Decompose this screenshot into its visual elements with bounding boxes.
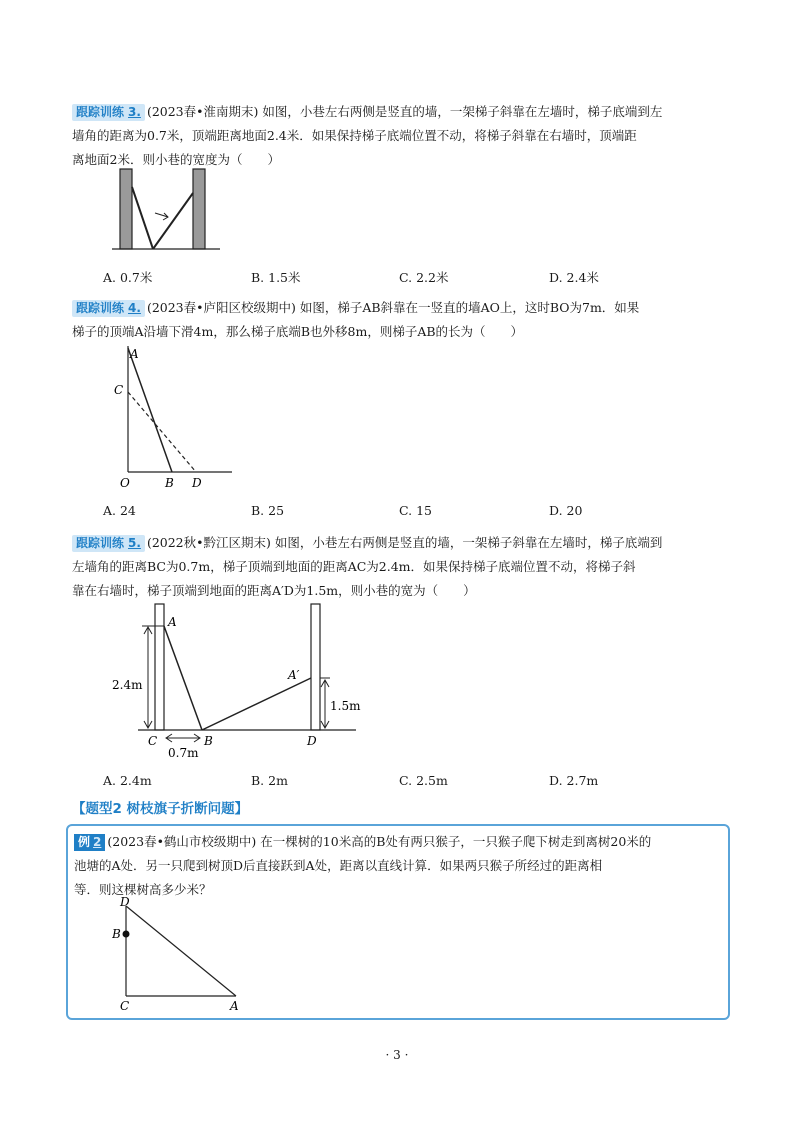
label-b: B — [112, 927, 121, 941]
section-heading: 【题型2 树枝旗子折断问题】 — [72, 801, 249, 817]
problem-5-line-2: 左墙角的距离BC为0.7m，梯子顶端到地面的距离AC为2.4m．如果保持梯子底端位置不动，将梯子斜 — [72, 559, 636, 574]
option-a: A. 2.4m — [103, 773, 152, 788]
option-d: D. 2.4米 — [549, 270, 599, 285]
example-line-3: 等．则这棵树高多少米？ — [74, 882, 212, 897]
problem-5 — [72, 531, 727, 603]
label-a: A — [168, 615, 177, 629]
option-d: D. 2.7m — [549, 773, 599, 788]
label-a: A — [130, 347, 139, 361]
problem-4-line-2: 梯子的顶端A沿墙下滑4m，那么梯子底端B也外移8m，则梯子AB的长为（ ） — [72, 324, 524, 339]
option-b: B. 2m — [251, 773, 288, 788]
option-d: D. 20 — [549, 503, 583, 518]
tree-triangle-figure — [112, 896, 252, 1014]
label-b: B — [204, 734, 213, 748]
problem-3-line-2: 墙角的距离为0.7米，顶端距离地面2.4米．如果保持梯子底端位置不动，将梯子斜靠在右墙时，顶端距 — [72, 128, 637, 143]
example-line-1: 例 2 (2023春•鹤山市校级期中) 在一棵树的10米高的B处有两只猴子，一只猴子爬下树走到离树20米的 — [74, 830, 722, 854]
option-a: A. 0.7米 — [103, 270, 153, 285]
label-a: A — [230, 999, 239, 1013]
example-text — [74, 830, 722, 902]
label-b: B — [165, 476, 174, 490]
example-tag: 例 2 — [74, 834, 105, 851]
label-d: D — [192, 476, 202, 490]
problem-4 — [72, 296, 727, 344]
option-c: C. 2.5m — [399, 773, 448, 788]
problem-3-line-1: 跟踪训练 3. (2023春•淮南期末) 如图，小巷左右两侧是竖直的墙，一架梯子斜靠在左墙时，梯子底端到左 — [72, 100, 727, 124]
label-c: C — [148, 734, 158, 748]
sliding-ladder-figure — [110, 342, 235, 492]
option-a: A. 24 — [103, 503, 136, 518]
example-box — [66, 824, 730, 1020]
base-length-label: 0.7m — [168, 746, 199, 760]
alley-ladder-figure — [110, 165, 230, 255]
label-d: D — [120, 896, 130, 909]
option-c: C. 15 — [399, 503, 432, 518]
example-line-2: 池塘的A处．另一只爬到树顶D后直接跃到A处，距离以直线计算．如果两只猴子所经过的距离相 — [74, 858, 603, 873]
alley-walls-figure — [108, 600, 368, 760]
problem-3-line-3: 离地面2米．则小巷的宽度为（ ） — [72, 152, 280, 167]
practice-tag: 跟踪训练 4. — [72, 300, 145, 317]
practice-tag: 跟踪训练 5. — [72, 535, 145, 552]
practice-tag: 跟踪训练 3. — [72, 104, 145, 121]
problem-3-options — [103, 268, 743, 288]
label-a-prime: A′ — [288, 668, 300, 682]
option-b: B. 25 — [251, 503, 285, 518]
problem-3 — [72, 100, 727, 172]
left-height-label: 2.4m — [112, 678, 143, 692]
option-b: B. 1.5米 — [251, 270, 301, 285]
label-d: D — [307, 734, 317, 748]
page-number: · 3 · — [385, 1048, 409, 1062]
problem-4-options — [103, 503, 743, 523]
label-o: O — [120, 476, 130, 490]
problem-5-options — [103, 773, 743, 793]
problem-5-line-3: 靠在右墙时，梯子顶端到地面的距离A′D为1.5m，则小巷的宽为（ ） — [72, 583, 476, 598]
label-c: C — [114, 383, 124, 397]
problem-5-line-1: 跟踪训练 5. (2022秋•黔江区期末) 如图，小巷左右两侧是竖直的墙，一架梯子斜靠在左墙时，梯子底端到 — [72, 531, 727, 555]
option-c: C. 2.2米 — [399, 270, 449, 285]
problem-4-line-1: 跟踪训练 4. (2023春•庐阳区校级期中) 如图，梯子AB斜靠在一竖直的墙AO上，这时BO为7m．如果 — [72, 296, 727, 320]
label-c: C — [120, 999, 130, 1013]
right-height-label: 1.5m — [330, 699, 361, 713]
